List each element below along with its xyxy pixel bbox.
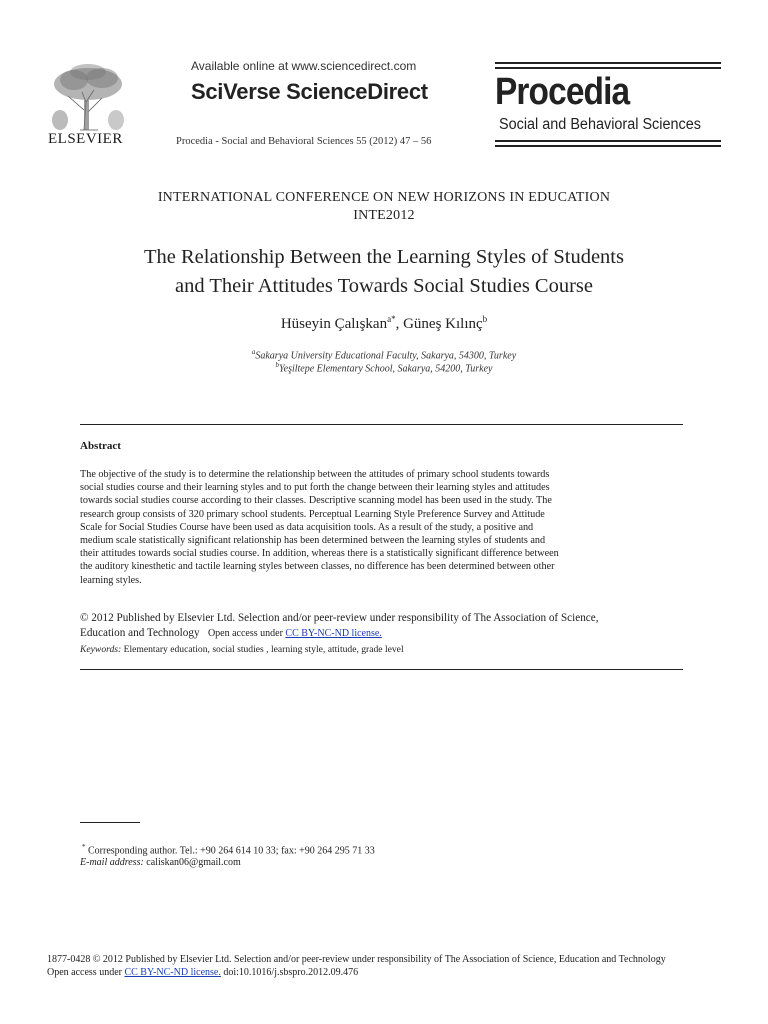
title-line-2: and Their Attitudes Towards Social Studies Course	[174, 275, 594, 297]
title-line-1: The Relationship Between the Learning Styles of Students	[144, 246, 624, 268]
journal-subtitle: Social and Behavioral Sciences	[499, 116, 701, 133]
abstract-bottom-rule	[80, 669, 683, 670]
conference-name: INTERNATIONAL CONFERENCE ON NEW HORIZONS IN EDUCATION	[157, 190, 611, 205]
paper-title	[0, 243, 768, 301]
doi: doi:10.1016/j.sbspro.2012.09.476	[220, 967, 359, 978]
email-label: E-mail address:	[80, 857, 144, 868]
affiliation-a-text: Sakarya University Educational Faculty, Sakarya, 54300, Turkey	[255, 350, 517, 362]
copyright-line-2	[80, 626, 683, 641]
procedia-bottom-rule-2	[495, 145, 721, 147]
email-note	[80, 857, 241, 868]
copyright-line-1: © 2012 Published by Elsevier Ltd. Selection and/or peer-review under responsibility of The Association of Science,	[80, 612, 599, 624]
abstract-line: medium scale statistically significant relationship has been determined between the learning styles of students and	[80, 535, 546, 547]
keywords	[80, 644, 404, 655]
platform-name: SciVerse ScienceDirect	[191, 79, 428, 104]
availability-line	[191, 59, 416, 73]
procedia-top-rule-2	[495, 67, 721, 69]
abstract-line: the auditory kinesthetic and tactile learning styles between classes, no difference has been determined between other	[80, 561, 555, 573]
copyright-notice	[80, 611, 683, 641]
author-1: Hüseyin Çalışkan	[280, 316, 388, 332]
conference-code: INTE2012	[353, 208, 415, 223]
corresponding-author-text: Corresponding author. Tel.: +90 264 614 10 33; fax: +90 264 295 71 33	[85, 845, 375, 857]
author-list	[0, 314, 768, 333]
abstract-line: The objective of the study is to determine the relationship between the attitudes of primary school students towards	[80, 469, 550, 480]
bottom-oa-prefix: Open access under	[47, 967, 125, 978]
abstract-heading: Abstract	[80, 440, 121, 452]
abstract-line: learning styles.	[80, 574, 142, 586]
publisher-name: ELSEVIER	[48, 131, 123, 147]
author-1-sup: a*	[387, 314, 396, 324]
procedia-bottom-rule-1	[495, 140, 721, 142]
affiliation-b-text: Yeşiltepe Elementary School, Sakarya, 54200, Turkey	[279, 363, 493, 375]
journal-citation: Procedia - Social and Behavioral Sciences 55 (2012) 47 – 56	[176, 136, 432, 147]
abstract-line: their attitudes towards social studies course. In addition, whereas there is a statistically significant difference between	[80, 548, 559, 560]
corresponding-author-note	[82, 843, 375, 856]
affiliation-a-sup: a	[251, 348, 256, 356]
issn-line: 1877-0428 © 2012 Published by Elsevier Ltd. Selection and/or peer-review under responsibility of The Association of Science, Education and Technology	[47, 954, 666, 965]
bottom-license-link[interactable]: CC BY-NC-ND license.	[124, 967, 221, 978]
affiliation-b-sup: b	[275, 361, 279, 369]
author-2-sup: b	[482, 314, 488, 324]
author-separator: ,	[395, 316, 404, 332]
keywords-text: Elementary education, social studies , learning style, attitude, grade level	[121, 644, 404, 655]
abstract-body	[80, 468, 683, 587]
affiliation-a	[0, 348, 768, 361]
abstract-line: research group consists of 320 primary school students. Perceptual Learning Style Preference Survey and Attitude	[80, 508, 545, 520]
affiliation-b	[0, 361, 768, 374]
abstract-line: towards social studies course according to their classes. Descriptive scanning model has been used in the study. The	[80, 495, 552, 507]
open-access-prefix: Open access under	[207, 628, 286, 639]
email-address: caliskan06@gmail.com	[143, 857, 241, 868]
open-access-line	[47, 967, 358, 978]
elsevier-tree-logo-icon	[44, 62, 134, 132]
author-2: Güneş Kılınç	[403, 316, 483, 332]
sciencedirect-url[interactable]: www.sciencedirect.com	[291, 59, 417, 73]
abstract-top-rule	[80, 424, 683, 425]
footnote-marker: *	[82, 843, 86, 851]
journal-brand: Procedia	[495, 71, 630, 113]
license-link[interactable]: CC BY-NC-ND license.	[285, 628, 382, 639]
abstract-line: social studies course and their learning styles and to put forth the change between their learning styles and attitudes	[80, 482, 550, 494]
available-prefix: Available online at	[191, 59, 292, 73]
copyright-line-2-text: Education and Technology	[80, 627, 200, 639]
footnote-rule	[80, 822, 140, 823]
procedia-top-rule-1	[495, 62, 721, 64]
keywords-label: Keywords:	[80, 644, 122, 655]
abstract-line: Scale for Social Studies Course have been used as data acquisition tools. As a result of the study, a positive and	[80, 521, 534, 533]
